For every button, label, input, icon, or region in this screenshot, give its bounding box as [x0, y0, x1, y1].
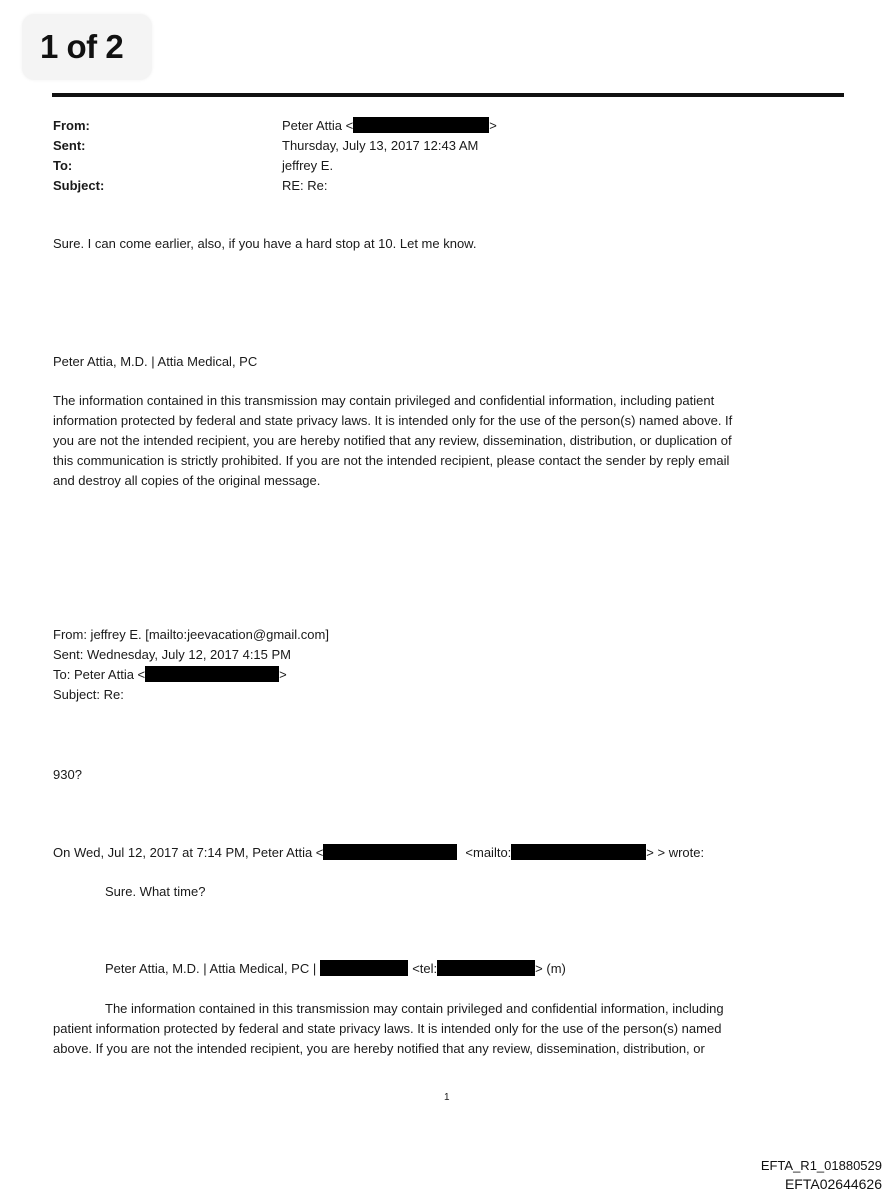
quoted-to-prefix: To: Peter Attia < — [53, 667, 146, 682]
disclaimer-line: and destroy all copies of the original message. — [53, 473, 321, 488]
quoted-sig-prefix: Peter Attia, M.D. | Attia Medical, PC | — [105, 961, 317, 976]
redaction-block — [323, 844, 457, 860]
disclaimer — [53, 391, 732, 491]
redaction-block — [353, 117, 489, 133]
page-count-label: 1 of 2 — [40, 28, 124, 65]
quoted-signature — [105, 959, 566, 979]
disclaimer-line: this communication is strictly prohibited. If you are not the intended recipient, please contact the sender by reply email — [53, 453, 730, 468]
redaction-block — [511, 844, 646, 860]
wrote-prefix: On Wed, Jul 12, 2017 at 7:14 PM, Peter Attia < — [53, 845, 324, 860]
disclaimer-line: The information contained in this transmission may contain privileged and confidential information, including patient — [53, 393, 715, 408]
to-label: To: — [53, 158, 73, 173]
disclaimer-line: information protected by federal and state privacy laws. It is intended only for the use of the person(s) named above. If — [53, 413, 733, 428]
quoted-sig-tel: <tel: — [412, 961, 438, 976]
from-close: > — [489, 118, 497, 133]
signature: Peter Attia, M.D. | Attia Medical, PC — [53, 354, 258, 369]
from-label: From: — [53, 118, 90, 133]
quoted-disclaimer — [53, 999, 724, 1059]
quoted-from: From: jeffrey E. [mailto:jeevacation@gmail.com] — [53, 627, 329, 642]
quoted-subject: Subject: Re: — [53, 687, 124, 702]
subject-label: Subject: — [53, 178, 105, 193]
subject-value: RE: Re: — [282, 178, 328, 193]
page-number: 1 — [444, 1092, 450, 1103]
quoted-disclaimer-line: above. If you are not the intended recipient, you are hereby notified that any review, dissemination, distribution, or — [53, 1041, 705, 1056]
quoted-to-close: > — [279, 667, 287, 682]
from-value — [282, 116, 497, 136]
quoted-wrote-line — [53, 843, 704, 863]
disclaimer-line: you are not the intended recipient, you are hereby notified that any review, dissemination, distribution, or duplication of — [53, 433, 732, 448]
from-name: Peter Attia < — [282, 118, 354, 133]
quoted-disclaimer-line: The information contained in this transmission may contain privileged and confidential information, including — [105, 1001, 724, 1016]
sent-value: Thursday, July 13, 2017 12:43 AM — [282, 138, 479, 153]
to-value: jeffrey E. — [282, 158, 334, 173]
footer-id-primary: EFTA_R1_01880529 — [760, 1158, 882, 1173]
footer-id-secondary: EFTA02644626 — [784, 1176, 882, 1192]
quoted-reply: Sure. What time? — [105, 884, 206, 899]
quoted-sig-suffix: > (m) — [535, 961, 566, 976]
redaction-block — [145, 666, 279, 682]
wrote-suffix: > > wrote: — [646, 845, 705, 860]
redaction-block — [320, 960, 408, 976]
body-text: Sure. I can come earlier, also, if you have a hard stop at 10. Let me know. — [53, 236, 477, 251]
wrote-mailto: <mailto: — [465, 845, 512, 860]
quoted-to — [53, 665, 287, 685]
sent-label: Sent: — [53, 138, 86, 153]
redaction-block — [437, 960, 535, 976]
quoted-sent: Sent: Wednesday, July 12, 2017 4:15 PM — [53, 647, 291, 662]
quoted-disclaimer-line: patient information protected by federal and state privacy laws. It is intended only for the use of the person(s) named — [53, 1021, 722, 1036]
quoted-body: 930? — [53, 767, 82, 782]
